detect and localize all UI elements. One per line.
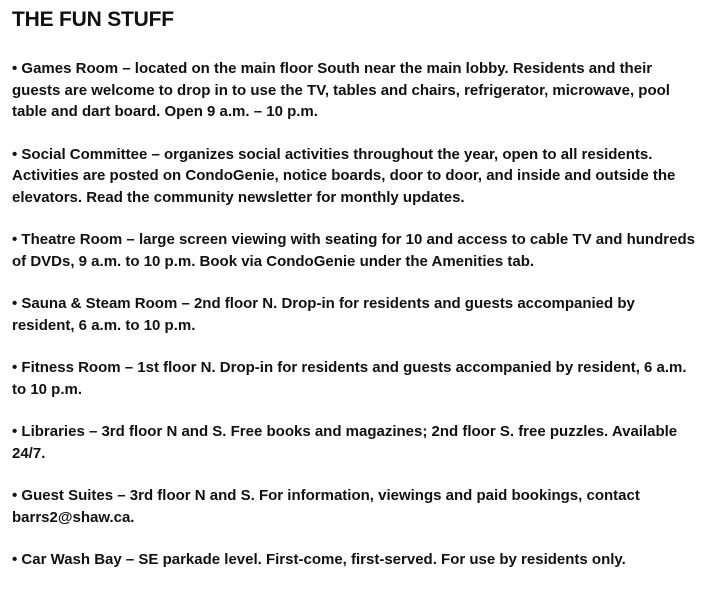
list-item-games-room: • Games Room – located on the main floor South near the main lobby. Residents and their guests are welcome to drop in to use the TV, tables and chairs, refrigerator, microwave, pool table and dart board. Open 9 a.m. – 10 p.m.	[12, 60, 670, 120]
page-title: THE FUN STUFF	[12, 8, 174, 31]
list-item-car-wash-bay: • Car Wash Bay – SE parkade level. First-come, first-served. For use by residents only.	[12, 551, 626, 568]
list-item-social-committee: • Social Committee – organizes social activities throughout the year, open to all residents. Activities are posted on CondoGenie, notice boards, door to door, and inside and outside the elevators. Read the community newsletter for monthly updates.	[12, 145, 676, 206]
list-item-libraries: • Libraries – 3rd floor N and S. Free books and magazines; 2nd floor S. free puzzles. Available 24/7.	[12, 423, 678, 462]
amenities-list	[12, 58, 700, 571]
list-item-guest-suites: • Guest Suites – 3rd floor N and S. For information, viewings and paid bookings, contact barrs2@shaw.ca.	[12, 487, 640, 526]
list-item-theatre-room: • Theatre Room – large screen viewing with seating for 10 and access to cable TV and hundreds of DVDs, 9 a.m. to 10 p.m. Book via CondoGenie under the Amenities tab.	[12, 231, 695, 270]
document	[12, 6, 700, 571]
list-item-sauna-steam-room: • Sauna & Steam Room – 2nd floor N. Drop-in for residents and guests accompanied by resident, 6 a.m. to 10 p.m.	[12, 295, 635, 334]
list-item-fitness-room: • Fitness Room – 1st floor N. Drop-in for residents and guests accompanied by resident, 6 a.m. to 10 p.m.	[12, 359, 687, 398]
